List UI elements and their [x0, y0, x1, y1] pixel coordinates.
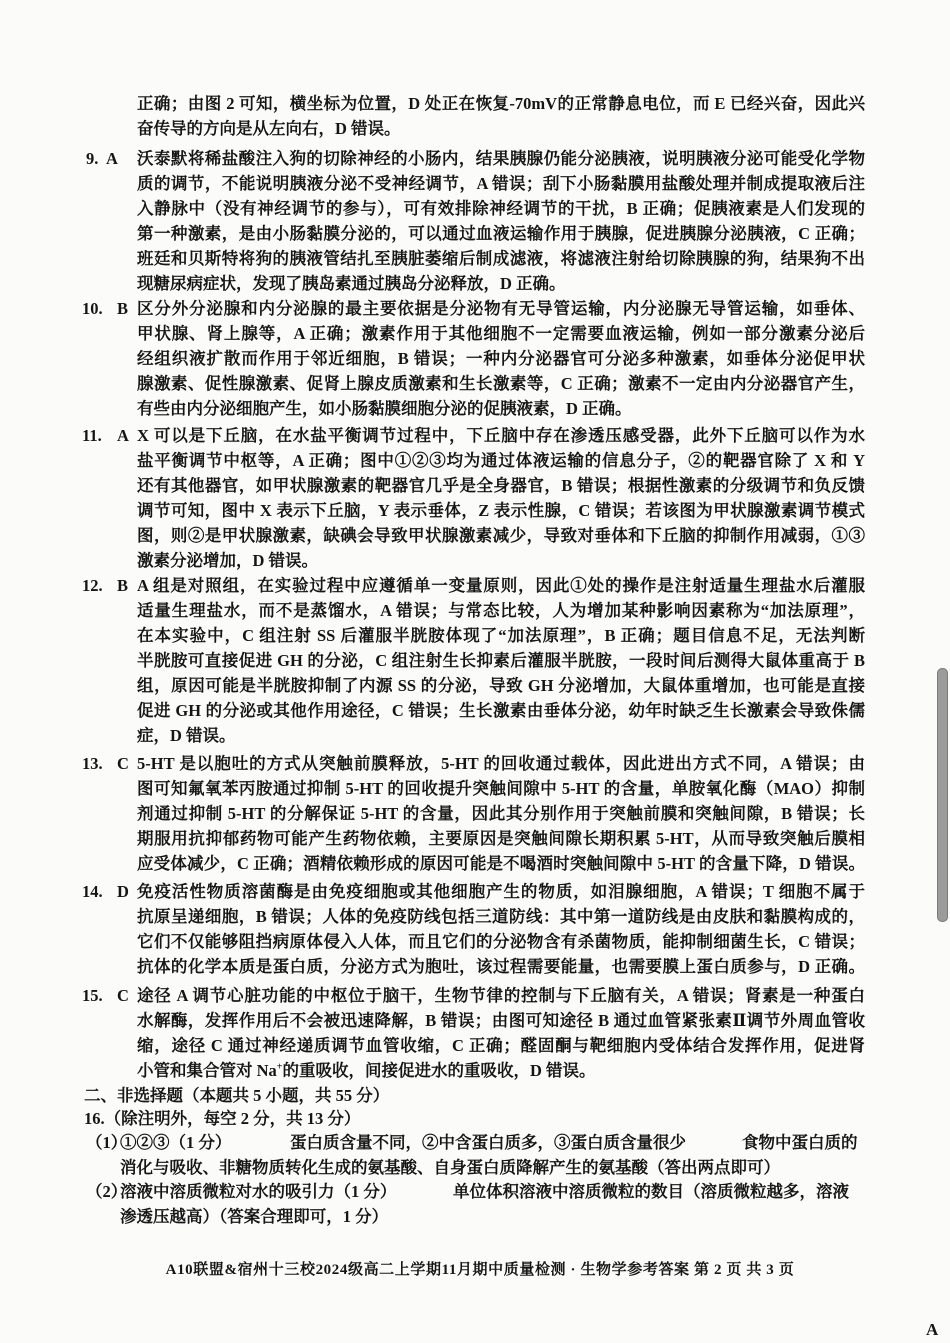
answer-item-10: [0, 296, 930, 418]
answer-line: 图可知氟氧苯丙胺通过抑制 5-HT 的回收提升突触间隙中 5-HT 的含量，单胺氧化酶（MAO）抑制: [137, 779, 865, 798]
answer-line: 抗体的化学本质是蛋白质，分泌方式为胞吐，该过程需要能量，也需要膜上蛋白质参与，D 正确。: [137, 957, 865, 976]
answer-text: [137, 146, 865, 296]
answer-line: 区分外分泌腺和内分泌腺的最主要依据是分泌物有无导管运输，内分泌腺无导管运输，如垂体、: [137, 299, 865, 318]
answer-line: 第一种激素，是由小肠黏膜分泌的，可以通过血液运输作用于胰腺，促进胰腺分泌胰液，C 正确；: [137, 224, 865, 243]
answer-line: 期服用抗抑郁药物可能产生药物依赖，主要原因是突触间隙长期积累 5-HT，从而导致突触后膜相: [137, 829, 865, 848]
question-number: 15.: [82, 986, 103, 1005]
answer-line: 奋传导的方向是从左向右，D 错误。: [137, 119, 401, 138]
answer-blank-2: 单位体积溶液中溶质微粒的数目（溶质微粒越多，溶液: [453, 1182, 849, 1201]
answer-line: 症，D 错误。: [137, 726, 236, 745]
section-heading: [0, 1083, 930, 1105]
answer-line: 半胱胺可直接促进 GH 的分泌，C 组注射生长抑素后灌服半胱胺，一段时间后测得大鼠体重高于 B: [137, 651, 865, 670]
answer-line: 抗原呈递细胞，B 错误；人体的免疫防线包括三道防线：其中第一道防线是由皮肤和黏膜构成的，: [137, 907, 865, 926]
answer-line: 图，则②是甲状腺激素，缺碘会导致甲状腺激素减少，导致对垂体和下丘脑的抑制作用减弱，①③: [137, 526, 865, 545]
answer-line: 盐平衡调节中枢等，A 正确；图中①②③均为通过体液运输的信息分子，②的靶器官除了 X 和 Y: [137, 451, 865, 470]
answer-item-15: [0, 983, 930, 1080]
answer-text: [137, 879, 865, 979]
part-label: （2）: [86, 1182, 128, 1201]
answer-line: 沃泰默将稀盐酸注入狗的切除神经的小肠内，结果胰腺仍能分泌胰液，说明胰液分泌可能受化学物: [137, 149, 865, 168]
answer-line: 组，原因可能是半胱胺抑制了内源 SS 的分泌，导致 GH 分泌增加，大鼠体重增加，也可能是直接: [137, 676, 865, 695]
answer-blank-2-continued: 渗透压越高）（答案合理即可，1 分）: [120, 1207, 389, 1226]
answer-line: 应受体减少，C 正确；酒精依赖形成的原因可能是不喝酒时突触间隙中 5-HT 的含量下降，D 错误。: [137, 854, 865, 873]
answer-line: 有些由内分泌细胞产生，如小肠黏膜细胞分泌的促胰液素，D 正确。: [137, 399, 632, 418]
question-number: 13.: [82, 754, 103, 773]
answer-text: [137, 573, 865, 748]
question-16-part-1: [0, 1130, 930, 1177]
answer-line: 促进 GH 的分泌或其他作用途径，C 错误；生长激素由垂体分泌，幼年时缺乏生长激素会导致侏儒: [137, 701, 865, 720]
section-title: 二、非选择题（本题共 5 小题，共 55 分）: [84, 1086, 390, 1105]
answer-line: 途径 A 调节心脏功能的中枢位于脑干，生物节律的控制与下丘脑有关，A 错误；肾素是一种蛋白: [137, 986, 865, 1005]
answer-line: 还有其他器官，如甲状腺激素的靶器官几乎是全身器官，B 错误；根据性激素的分级调节和负反馈: [137, 476, 865, 495]
answer-line: 正确；由图 2 可知，横坐标为位置，D 处正在恢复-70mV的正常静息电位，而 E 已经兴奋，因此兴: [137, 94, 865, 113]
answer-item-13: [0, 751, 930, 873]
line-text: 的重吸收，间接促进水的重吸收，D 错误。: [282, 1061, 596, 1080]
corner-mark: A: [926, 1320, 939, 1339]
answer-blank-3-continued: 消化与吸收、非糖物质转化生成的氨基酸、自身蛋白质降解产生的氨基酸（答出两点即可）: [120, 1158, 780, 1177]
answer-line: 在本实验中，C 组注射 SS 后灌服半胱胺体现了“加法原理”，B 正确；题目信息不足，无法判断: [137, 626, 865, 645]
answer-item-8-continuation: [0, 91, 930, 138]
answer-line: 甲状腺、肾上腺等，A 正确；激素作用于其他细胞不一定需要血液运输，例如一部分激素分泌后: [137, 324, 865, 343]
answer-letter: A: [117, 426, 129, 445]
answer-blank-2: 蛋白质含量不同，②中含蛋白质多，③蛋白质含量很少: [290, 1133, 686, 1152]
question-number: 14.: [82, 882, 103, 901]
answer-blank-1: 溶液中溶质微粒对水的吸引力（1 分）: [120, 1182, 397, 1201]
question-number: 11.: [82, 426, 102, 445]
answer-item-9: [0, 146, 930, 293]
part-label: （1）: [86, 1133, 128, 1152]
answer-line: 剂通过抑制 5-HT 的分解保证 5-HT 的含量，因此其分别作用于突触前膜和突触间隙，B 错误；长: [137, 804, 865, 823]
answer-item-11: [0, 423, 930, 570]
superscript-plus: +: [276, 1061, 283, 1073]
answer-line: 它们不仅能够阻挡病原体侵入人体，而且它们的分泌物含有杀菌物质，能抑制细菌生长，C 错误；: [137, 932, 865, 951]
answer-line: 调节可知，图中 X 表示下丘脑，Y 表示垂体，Z 表示性腺，C 错误；若该图为甲状腺激素调节模式: [137, 501, 865, 520]
answer-blank-3: 食物中蛋白质的: [742, 1133, 858, 1152]
answer-text: [137, 91, 865, 141]
answer-line: 现糖尿病症状，发现了胰岛素通过胰岛分泌释放，D 正确。: [137, 274, 566, 293]
answer-item-12: [0, 573, 930, 745]
answer-line: 腺激素、促性腺激素、促肾上腺皮质激素和生长激素等，C 正确；激素不一定由内分泌器官产生，: [137, 374, 865, 393]
answer-text: [137, 423, 865, 573]
question-16-title: 16.（除注明外，每空 2 分，共 13 分）: [84, 1109, 361, 1128]
answer-line: 5-HT 是以胞吐的方式从突触前膜释放，5-HT 的回收通过载体，因此进出方式不同，A 错误；由: [137, 754, 865, 773]
question-number: 12.: [82, 576, 103, 595]
question-number: 9.: [86, 149, 99, 168]
answer-line: [137, 1058, 865, 1083]
answer-line: 激素分泌增加，D 错误。: [137, 551, 319, 570]
answer-line: 适量生理盐水，而不是蒸馏水，A 错误；与常态比较，人为增加某种影响因素称为“加法原理”，: [137, 601, 865, 620]
answer-letter: A: [106, 149, 118, 168]
answer-line: 入静脉中（没有神经调节的参与），可有效排除神经调节的干扰，B 正确；促胰液素是人们发现的: [137, 199, 865, 218]
answer-line: 经组织液扩散而作用于邻近细胞，B 错误；一种内分泌器官可分泌多种激素，如垂体分泌促甲状: [137, 349, 865, 368]
answer-line: A 组是对照组，在实验过程中应遵循单一变量原则，因此①处的操作是注射适量生理盐水后灌服: [137, 576, 865, 595]
answer-text: [137, 983, 865, 1083]
answer-line: 免疫活性物质溶菌酶是由免疫细胞或其他细胞产生的物质，如泪腺细胞，A 错误；T 细胞不属于: [137, 882, 865, 901]
answer-line: X 可以是下丘脑，在水盐平衡调节过程中，下丘脑中存在渗透压感受器，此外下丘脑可以作为水: [137, 426, 865, 445]
answer-letter: C: [117, 986, 129, 1005]
answer-line: 缩，途径 C 通过神经递质调节血管收缩，C 正确；醛固酮与靶细胞内受体结合发挥作用，促进肾: [137, 1036, 865, 1055]
answer-letter: C: [117, 754, 129, 773]
line-text: 小管和集合管对 Na: [137, 1061, 277, 1080]
answer-letter: D: [117, 882, 129, 901]
answer-line: 班廷和贝斯特将狗的胰液管结扎至胰脏萎缩后制成滤液，将滤液注射给切除胰腺的狗，结果狗不出: [137, 249, 865, 268]
answer-text: [137, 751, 865, 876]
answer-blank-1: ①②③（1 分）: [120, 1133, 232, 1152]
answer-text: [137, 296, 865, 421]
question-16-part-2: [0, 1179, 930, 1226]
question-number: 10.: [82, 299, 103, 318]
answer-line: 质的调节，不能说明胰液分泌不受神经调节，A 错误；刮下小肠黏膜用盐酸处理并制成提取液后注: [137, 174, 865, 193]
page-footer: A10联盟&宿州十三校2024级高二上学期11月期中质量检测 · 生物学参考答案 第 2 页 共 3 页: [165, 1262, 795, 1278]
question-16-header: [0, 1106, 930, 1128]
answer-letter: B: [117, 299, 129, 318]
answer-item-14: [0, 879, 930, 976]
answer-line: 水解酶，发挥作用后不会被迅速降解，B 错误；由图可知途径 B 通过血管紧张素Ⅱ调节外周血管收: [137, 1011, 865, 1030]
scrollbar-thumb[interactable]: [937, 668, 948, 922]
answer-letter: B: [117, 576, 129, 595]
